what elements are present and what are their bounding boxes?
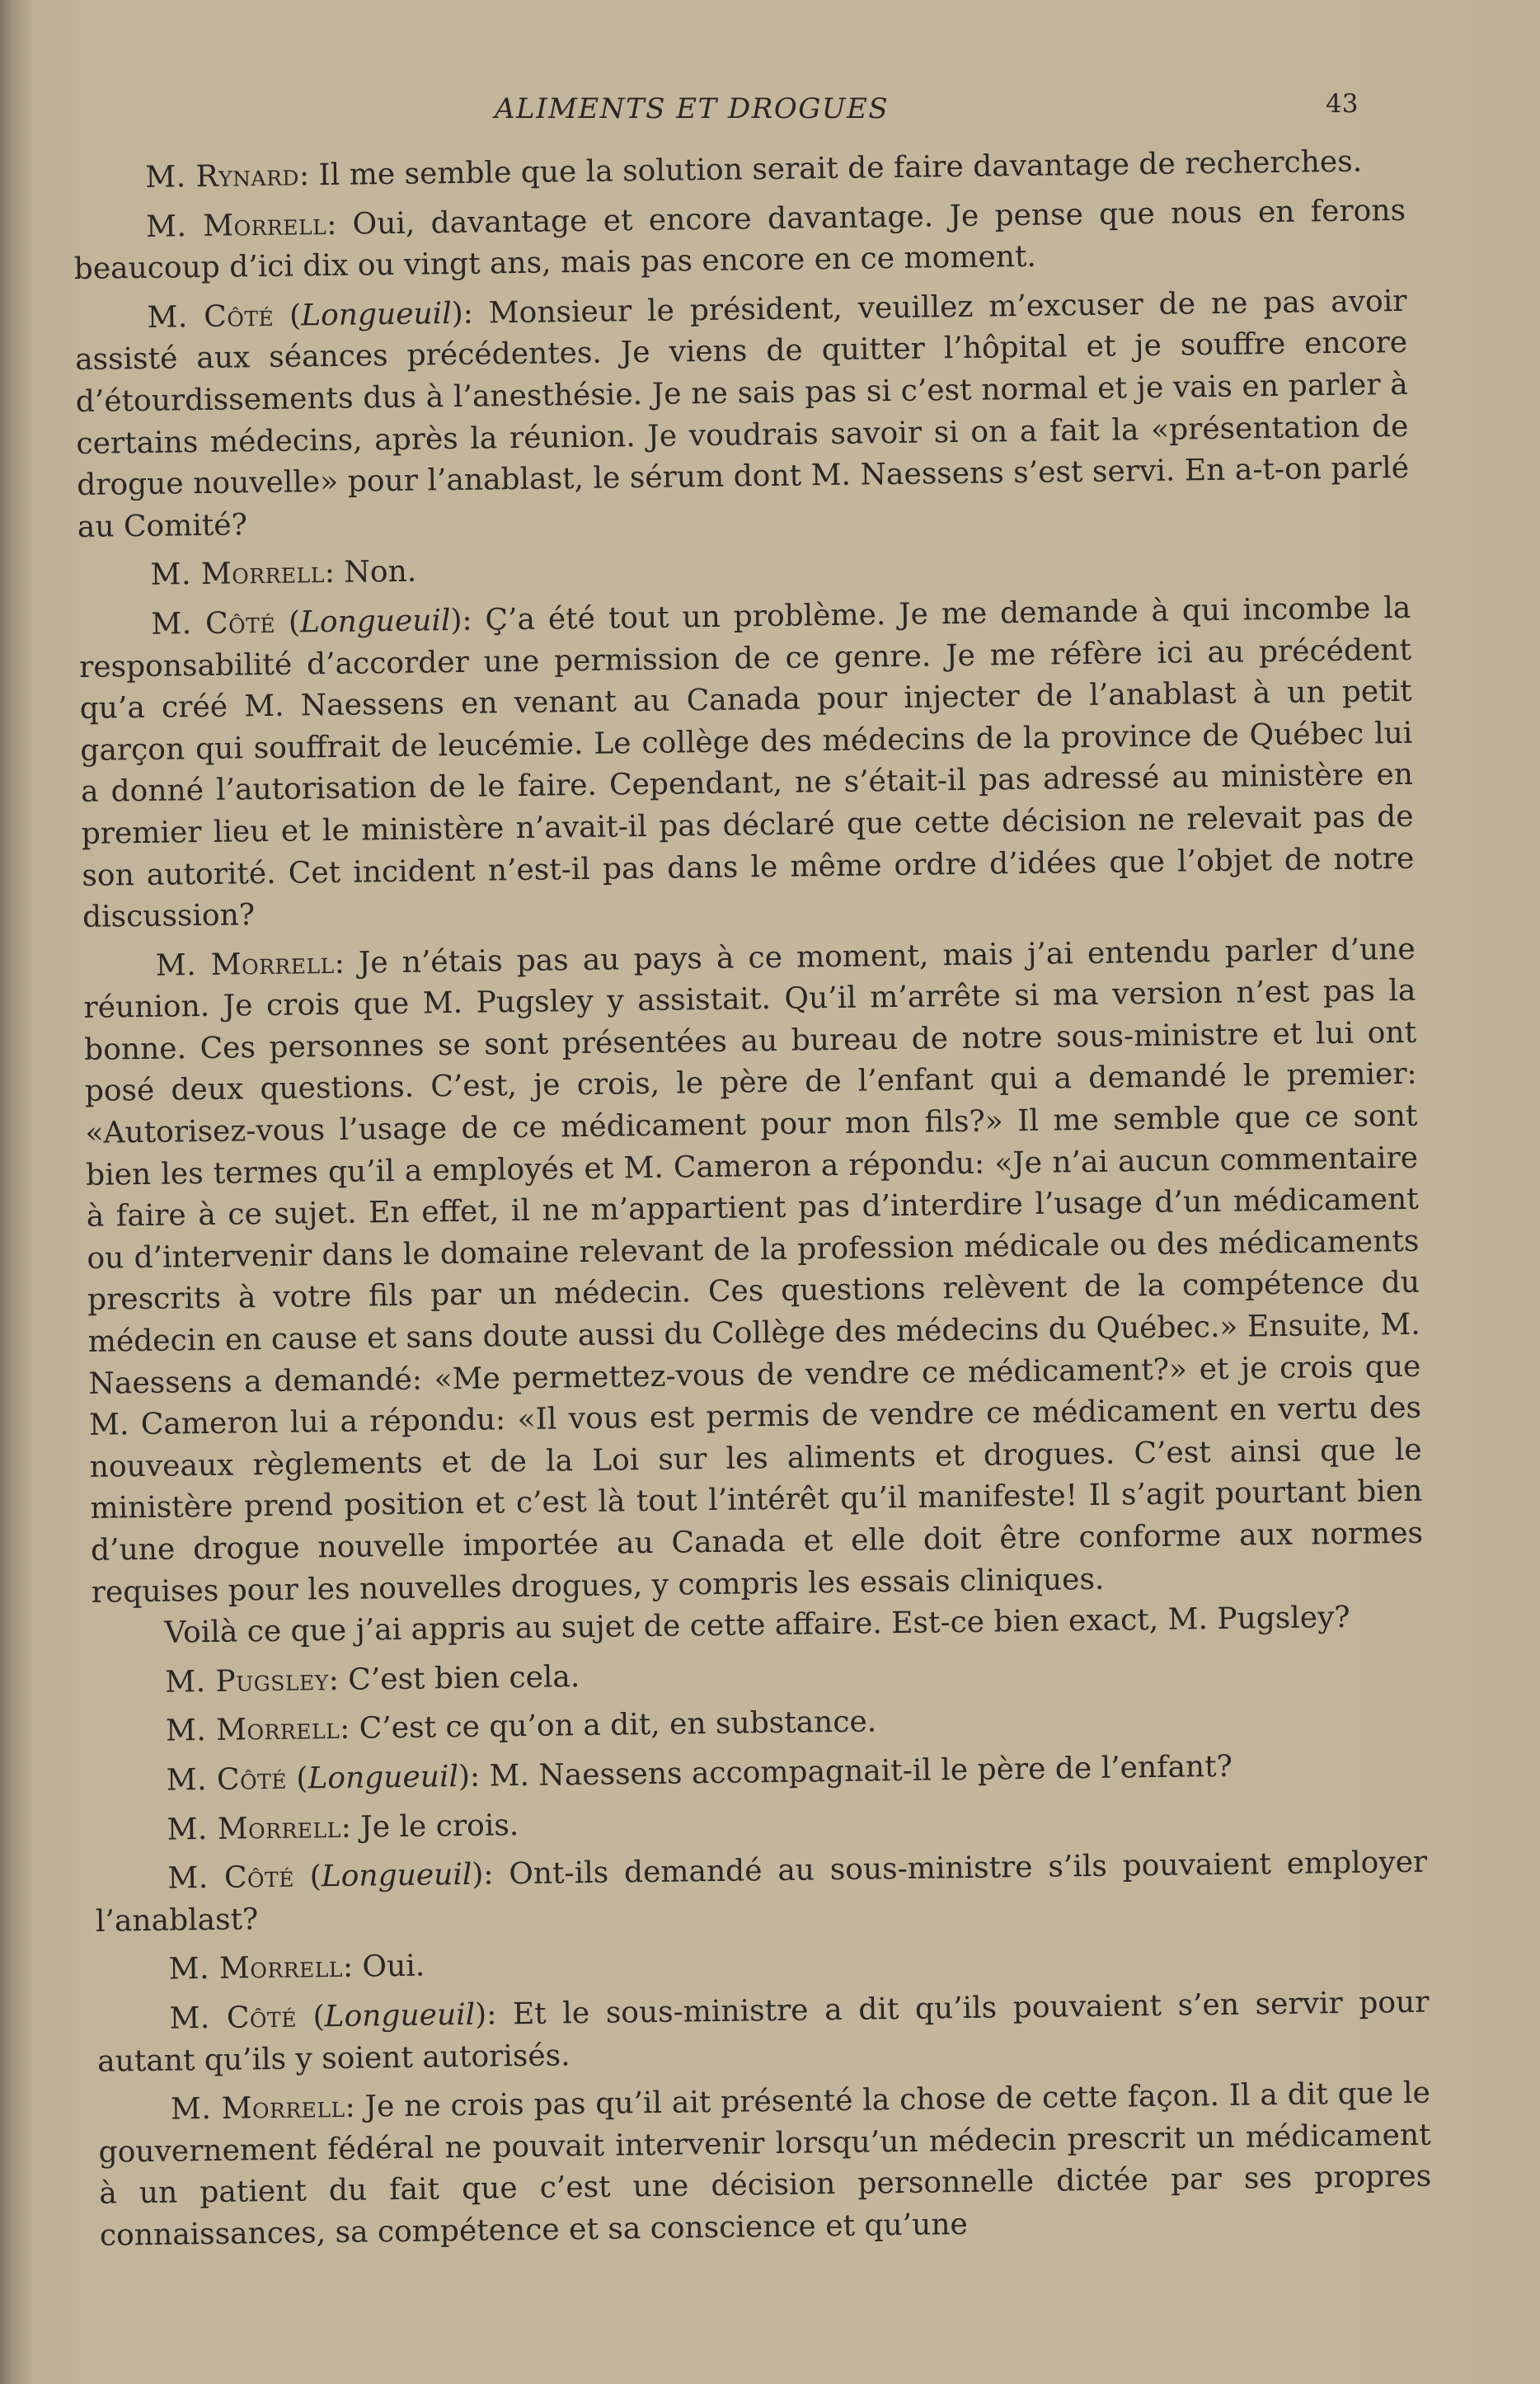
speaker-separator: : <box>483 1857 509 1892</box>
speaker-riding: Longueuil <box>324 1997 476 2034</box>
speaker-separator: : <box>486 1997 514 2032</box>
paragraph-text: Je n’étais pas au pays à ce moment, mais j’ai entendu parler d’une réunion. Je crois que M. Pugsley y assistait. Qu’il m’arrête si ma version n’est pas la bonne. Ces personnes se sont présentées au bureau de notre sous-ministre et lui ont posé deux questions. C’est, je crois, le père de l’enfant qui a demandé le premier: «Autorisez-vous l’usage de ce médicament pour mon fils?» Il me semble que ce sont bien les termes qu’il a employés et M. Cameron a répondu: «Je n’ai aucun commentaire à faire à ce sujet. En effet, il ne m’appartient pas d’interdire l’usage d’un médicament ou d’intervenir dans le domaine relevant de la profession médicale ou des médicaments prescrits à votre fils par un médecin. Ces questions relèvent de la compétence du médecin en cause et sans doute aussi du Collège des médecins du Québec.» Ensuite, M. Naessens a demandé: «Me permettez-vous de vendre ce médicament?» et je crois que M. Cameron lui a répondu: «Il vous est permis de vendre ce médicament en vertu des nouveaux règlements et de la Loi sur les aliments et drogues. C’est ainsi que le ministère prend position et c’est là tout l’intérêt qu’il manifeste! Il s’agit pourtant bien d’une drogue nouvelle importée au Canada et elle doit être conforme aux normes requises pour les nouvelles drogues, y compris les essais cliniques. <box>83 932 1424 1610</box>
body-text <box>73 141 1432 2264</box>
paragraph-text: Il me semble que la solution serait de faire davantage de recherches. <box>318 144 1363 193</box>
page-number: 43 <box>1326 89 1359 119</box>
paragraph <box>83 929 1424 1614</box>
speaker-name: M. Pugsley <box>164 1662 329 1700</box>
speaker-separator: : <box>342 1949 363 1985</box>
speaker-riding: Longueuil <box>321 1857 472 1894</box>
paragraph <box>73 141 1406 200</box>
speaker-name: M. Morrell <box>167 1810 342 1847</box>
paragraph-text: Non. <box>344 554 417 590</box>
paragraph-text: Monsieur le président, veuillez m’excuser de ne pas avoir assisté aux séances précédentes. Je viens de quitter l’hôpital et je souffre encore d’étourdissements dus à l’anesthésie. Je ne sais pas si c’est normal et je vais en parler à certains médecins, après la réunion. Je voudrais savoir si on a fait la «présentation de drogue nouvelle» pour l’anablast, le sérum dont M. Naessens s’est servi. En a-t-on parlé au Comité? <box>74 284 1410 544</box>
speaker-riding: Longueuil <box>308 1760 459 1796</box>
paragraph-text: M. Naessens accompagnait-il le père de l’enfant? <box>489 1749 1233 1794</box>
speaker-separator: : <box>462 603 486 637</box>
speaker-separator: : <box>324 556 345 590</box>
speaker-separator: : <box>462 296 490 331</box>
speaker-separator: : <box>345 2090 365 2124</box>
paragraph-text: Voilà ce que j’ai appris au sujet de cette affaire. Est-ce bien exact, M. Pugsley? <box>164 1601 1350 1650</box>
paragraph: M. Côté (Longueuil): Ont-ils demandé au sous-ministre s’ils pouvaient employer l’anablast? <box>95 1845 1428 1939</box>
speaker-name: M. Côté <box>169 2000 298 2036</box>
paragraph-text: Oui. <box>362 1949 425 1984</box>
paragraph-text: Je ne crois pas qu’il ait présenté la chose de cette façon. Il a dit que le gouvernement fédéral ne pouvait intervenir lorsqu’un médecin prescrit un médicament à un patient du fait que c’est une décision personnelle dictée par ses propres connaissances, sa compétence et sa conscience et qu’une <box>98 2076 1432 2253</box>
speaker-separator: : <box>339 1711 360 1747</box>
speaker-separator: : <box>469 1759 490 1794</box>
paragraph-text: C’est ce qu’on a dit, en substance. <box>359 1705 877 1746</box>
speaker-name: M. Côté <box>147 299 275 335</box>
speaker-separator: : <box>340 1810 361 1845</box>
speaker-name: M. Côté <box>151 605 276 642</box>
paragraph: M. Côté (Longueuil): Monsieur le président, veuillez m’excuser de ne pas avoir assisté aux séances précédentes. Je viens de quitter l’hôpital et je souffre encore d’étourdissements dus à l’anesthésie. Je ne sais pas si c’est normal et je vais en parler à certains médecins, après la réunion. Je voudrais savoir si on a fait la «présentation de drogue nouvelle» pour l’anablast, le sérum dont M. Naessens s’est servi. En a-t-on parlé au Comité? <box>74 284 1410 544</box>
paragraph-text: Je le crois. <box>360 1808 519 1845</box>
running-header-title: ALIMENTS ET DROGUES <box>495 92 890 125</box>
paragraph-text: Ç’a été tout un problème. Je me demande à qui incombe la responsabilité d’accorder une permission de ce genre. Je me réfère ici au précédent qu’a créé M. Naessens en venant au Canada pour injecter de l’anablast à un petit garçon qui souffrait de leucémie. Le collège des médecins de la province de Québec lui a donné l’autorisation de le faire. Cependant, ne s’était-il pas adressé au ministère en premier lieu et le ministère n’avait-il pas déclaré que cette décision ne relevait pas de son autorité. Cet incident n’est-il pas dans le même ordre d’idées que l’objet de notre discussion? <box>78 590 1415 935</box>
paragraph-text: Et le sous-ministre a dit qu’ils pouvaient s’en servir pour autant qu’ils y soient autorisés. <box>96 1985 1430 2079</box>
speaker-name: M. Morrell <box>165 1712 340 1749</box>
paragraph <box>77 538 1411 598</box>
speaker-name: M. Morrell <box>155 946 335 983</box>
paragraph: M. Côté (Longueuil): Et le sous-ministre a dit qu’ils pouvaient s’en servir pour autant qu’ils y soient autorisés. <box>96 1985 1430 2079</box>
speaker-separator: : <box>326 207 353 242</box>
speaker-name: M. Côté <box>167 1860 295 1896</box>
speaker-name: M. Rynard <box>145 158 300 195</box>
speaker-separator: : <box>298 158 319 193</box>
paragraph <box>73 190 1406 290</box>
speaker-riding: Longueuil <box>300 296 452 333</box>
speaker-name: M. Morrell <box>170 2090 345 2127</box>
paragraph: M. Côté (Longueuil): Ç’a été tout un problème. Je me demande à qui incombe la responsabilité d’accorder une permission de ce genre. Je me réfère ici au précédent qu’a créé M. Naessens en venant au Canada pour injecter de l’anablast à un petit garçon qui souffrait de leucémie. Le collège des médecins de la province de Québec lui a donné l’autorisation de le faire. Cependant, ne s’était-il pas adressé au ministère en premier lieu et le ministère n’avait-il pas déclaré que cette décision ne relevait pas de son autorité. Cet incident n’est-il pas dans le même ordre d’idées que l’objet de notre discussion? <box>78 590 1415 935</box>
paragraph <box>92 1645 1425 1705</box>
paragraph-text: C’est bien cela. <box>347 1659 580 1697</box>
paragraph: M. Côté (Longueuil): M. Naessens accompagnait-il le père de l’enfant? <box>166 1749 1233 1798</box>
speaker-name: M. Morrell <box>145 207 327 244</box>
paragraph-text: Oui, davantage et encore davantage. Je pense que nous en ferons beaucoup d’ici dix ou vingt ans, mais pas encore en ce moment. <box>73 193 1406 287</box>
paragraph <box>96 1933 1429 1992</box>
speaker-name: M. Morrell <box>168 1950 344 1987</box>
paragraph <box>94 1793 1427 1852</box>
speaker-name: M. Morrell <box>150 556 326 593</box>
speaker-riding: Longueuil <box>299 603 451 640</box>
paragraph <box>93 1695 1426 1754</box>
speaker-separator: : <box>334 946 359 980</box>
paragraph <box>98 2073 1433 2258</box>
speaker-separator: : <box>328 1662 349 1697</box>
speaker-name: M. Côté <box>166 1761 288 1798</box>
paragraph-text: Ont-ils demandé au sous-ministre s’ils pouvaient employer l’anablast? <box>95 1845 1428 1939</box>
